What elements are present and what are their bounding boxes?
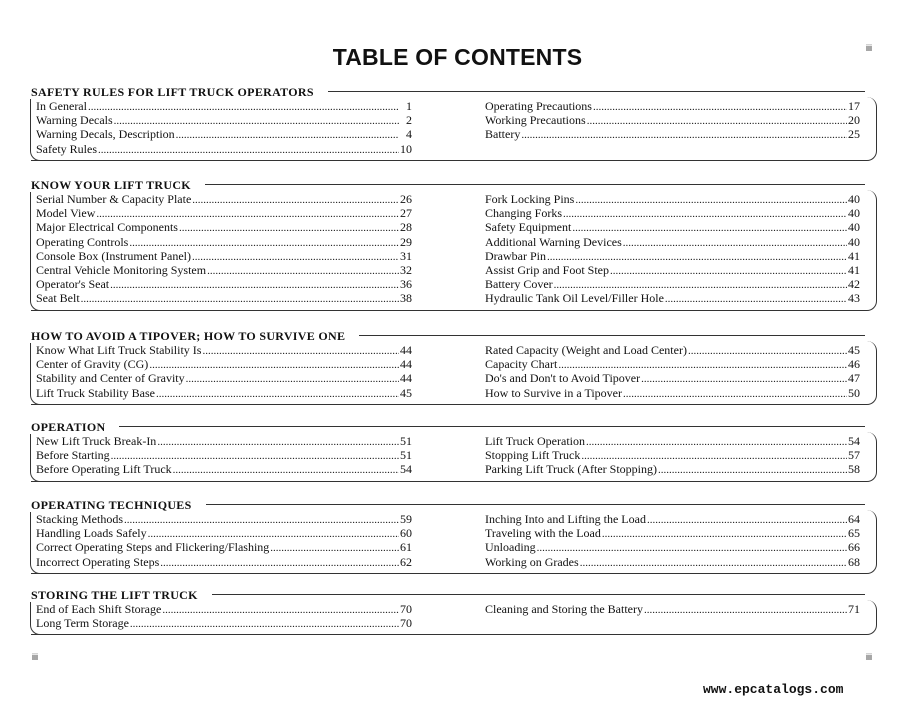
dot-leader [665, 292, 847, 306]
toc-entry[interactable] [485, 277, 860, 291]
entry-title: Hydraulic Tank Oil Level/Filler Hole [485, 291, 664, 306]
page-marker-top: iii [866, 43, 872, 53]
dot-leader [610, 264, 847, 278]
entry-page: 54 [848, 434, 860, 448]
dot-leader [149, 358, 399, 372]
toc-entry[interactable] [485, 291, 860, 305]
toc-entry[interactable] [36, 142, 412, 156]
dot-leader [547, 250, 847, 264]
entry-page: 29 [400, 234, 412, 249]
toc-entry[interactable] [36, 462, 412, 476]
entry-page: 70 [400, 602, 412, 616]
entry-page: 44 [400, 371, 412, 386]
entry-page: 51 [400, 448, 412, 463]
entry-title: Traveling with the Load [485, 526, 601, 541]
entry-page: 46 [848, 357, 860, 372]
entry-page: 41 [848, 248, 860, 263]
toc-entry[interactable] [36, 206, 412, 220]
section-box [31, 97, 877, 161]
entry-title: Additional Warning Devices [485, 234, 622, 249]
entry-title: Battery Cover [485, 277, 553, 292]
dot-leader [580, 556, 847, 570]
toc-entry[interactable] [485, 462, 860, 476]
dot-leader [558, 358, 847, 372]
toc-entry[interactable] [36, 263, 412, 277]
footer-url[interactable]: www.epcatalogs.com [703, 682, 844, 697]
toc-entry[interactable] [36, 512, 412, 526]
dot-leader [572, 221, 847, 235]
toc-entry[interactable] [36, 526, 412, 540]
right-column [412, 512, 877, 573]
dot-leader [148, 527, 399, 541]
toc-entry[interactable] [485, 220, 860, 234]
entry-title: Seat Belt [36, 291, 80, 306]
toc-entry[interactable] [485, 540, 860, 554]
right-column [412, 343, 877, 404]
entry-page: 71 [848, 602, 860, 616]
dot-leader [111, 449, 399, 463]
entry-title: Handling Loads Safely [36, 526, 147, 541]
section-rule [31, 426, 865, 427]
section-box [31, 432, 877, 482]
section-box [31, 341, 877, 405]
entry-title: Battery [485, 127, 521, 142]
left-column [31, 602, 412, 634]
entry-page: 45 [848, 343, 860, 357]
right-column [412, 602, 877, 634]
entry-title: Major Electrical Components [36, 220, 178, 235]
entry-title: Warning Decals [36, 113, 113, 128]
dot-leader [114, 114, 399, 128]
entry-page: 36 [400, 277, 412, 292]
entry-title: Cleaning and Storing the Battery [485, 602, 643, 616]
toc-entry[interactable] [36, 192, 412, 206]
section-box [31, 600, 877, 635]
dot-leader [98, 143, 399, 157]
entry-title: Unloading [485, 540, 536, 555]
entry-title: Rated Capacity (Weight and Load Center) [485, 343, 687, 357]
toc-section [31, 85, 877, 161]
dot-leader [602, 527, 847, 541]
entry-page: 44 [400, 357, 412, 372]
entry-title: Inching Into and Lifting the Load [485, 512, 646, 526]
dot-leader [110, 278, 399, 292]
dot-leader [81, 292, 399, 306]
dot-leader [587, 114, 847, 128]
entry-title: Operating Precautions [485, 99, 592, 113]
dot-leader [207, 264, 399, 278]
entry-title: Drawbar Pin [485, 248, 546, 263]
section-title: HOW TO AVOID A TIPOVER; HOW TO SURVIVE ONE [31, 329, 359, 344]
toc-entry[interactable] [36, 357, 412, 371]
left-column [31, 192, 412, 310]
section-box [31, 510, 877, 574]
entry-title: Operator's Seat [36, 277, 110, 292]
dot-leader [623, 236, 847, 250]
toc-entry[interactable] [485, 448, 860, 462]
entry-title: In General [36, 99, 87, 113]
dot-leader [130, 617, 399, 631]
toc-entry[interactable] [36, 249, 412, 263]
entry-page: 1 [406, 99, 412, 113]
entry-title: End of Each Shift Storage [36, 602, 162, 616]
entry-title: Parking Lift Truck (After Stopping) [485, 462, 657, 477]
dot-leader [160, 556, 399, 570]
toc-section [31, 329, 877, 405]
entry-page: 50 [848, 385, 860, 400]
dot-leader [641, 372, 847, 386]
toc-entry[interactable] [36, 220, 412, 234]
entry-page: 68 [848, 554, 860, 569]
entry-title: Assist Grip and Foot Step [485, 262, 610, 277]
entry-title: Do's and Don't to Avoid Tipover [485, 371, 641, 386]
entry-page: 64 [848, 512, 860, 526]
section-title: OPERATING TECHNIQUES [31, 498, 206, 513]
entry-page: 45 [400, 385, 412, 400]
entry-page: 32 [400, 262, 412, 277]
entry-page: 4 [406, 127, 412, 142]
toc-entry[interactable] [36, 99, 412, 113]
entry-title: Changing Forks [485, 206, 563, 221]
entry-page: 17 [848, 99, 860, 113]
right-column [412, 192, 877, 310]
right-column [412, 434, 877, 481]
page-title: TABLE OF CONTENTS [332, 44, 583, 70]
entry-title: Stopping Lift Truck [485, 448, 581, 463]
toc-entry[interactable] [485, 371, 860, 385]
dot-leader [129, 236, 399, 250]
dot-leader [563, 207, 847, 221]
dot-leader [537, 541, 847, 555]
entry-title: Correct Operating Steps and Flickering/Flashing [36, 540, 270, 555]
toc-entry[interactable] [36, 291, 412, 305]
entry-page: 59 [400, 512, 412, 526]
entry-page: 25 [848, 127, 860, 142]
toc-entry[interactable] [485, 357, 860, 371]
entry-title: Center of Gravity (CG) [36, 357, 149, 372]
section-box [31, 190, 877, 311]
toc-section [31, 498, 877, 574]
toc-entry[interactable] [485, 192, 860, 206]
toc-entry[interactable] [485, 526, 860, 540]
page-number-right: iii [866, 652, 872, 662]
toc-entry[interactable] [36, 235, 412, 249]
toc-entry[interactable] [36, 555, 412, 569]
entry-title: Stacking Methods [36, 512, 123, 526]
toc-entry[interactable] [36, 616, 412, 630]
toc-entry[interactable] [36, 343, 412, 357]
entry-title: Safety Equipment [485, 220, 572, 235]
dot-leader [644, 603, 847, 617]
entry-title: Working Precautions [485, 113, 586, 128]
dot-leader [179, 221, 399, 235]
dot-leader [554, 278, 847, 292]
dot-leader [575, 193, 847, 207]
left-column [31, 434, 412, 481]
entry-title: Central Vehicle Monitoring System [36, 262, 207, 277]
toc-entry[interactable] [485, 555, 860, 569]
toc-entry[interactable] [485, 512, 860, 526]
entry-page: 31 [400, 248, 412, 263]
entry-page: 26 [400, 192, 412, 206]
dot-leader [688, 344, 847, 358]
dot-leader [581, 449, 847, 463]
entry-page: 40 [848, 192, 860, 206]
entry-page: 38 [400, 291, 412, 306]
entry-page: 51 [400, 434, 412, 448]
dot-leader [521, 128, 847, 142]
entry-title: Long Term Storage [36, 616, 129, 631]
entry-page: 27 [400, 206, 412, 221]
entry-page: 40 [848, 234, 860, 249]
entry-title: Operating Controls [36, 234, 129, 249]
toc-section [31, 588, 877, 635]
entry-title: Lift Truck Stability Base [36, 385, 156, 400]
left-column [31, 512, 412, 573]
dot-leader [586, 435, 847, 449]
page-number-left: iii [32, 652, 38, 662]
toc-entry[interactable] [485, 343, 860, 357]
entry-page: 66 [848, 540, 860, 555]
dot-leader [192, 250, 399, 264]
toc-entry[interactable] [36, 448, 412, 462]
entry-page: 28 [400, 220, 412, 235]
dot-leader [270, 541, 399, 555]
entry-page: 47 [848, 371, 860, 386]
dot-leader [157, 435, 399, 449]
toc-entry[interactable] [485, 113, 860, 127]
section-title: SAFETY RULES FOR LIFT TRUCK OPERATORS [31, 85, 328, 100]
dot-leader [88, 100, 399, 114]
entry-page: 57 [848, 448, 860, 463]
dot-leader [162, 603, 399, 617]
dot-leader [647, 513, 847, 527]
entry-page: 54 [400, 462, 412, 477]
entry-title: Lift Truck Operation [485, 434, 585, 448]
toc-section [31, 178, 877, 311]
entry-title: Capacity Chart [485, 357, 558, 372]
section-title: STORING THE LIFT TRUCK [31, 588, 212, 603]
section-title: OPERATION [31, 420, 119, 435]
left-column [31, 99, 412, 160]
entry-title: Safety Rules [36, 141, 97, 156]
entry-title: New Lift Truck Break-In [36, 434, 157, 448]
section-title: KNOW YOUR LIFT TRUCK [31, 178, 205, 193]
dot-leader [192, 193, 399, 207]
dot-leader [96, 207, 399, 221]
entry-page: 41 [848, 262, 860, 277]
entry-title: Fork Locking Pins [485, 192, 575, 206]
toc-entry[interactable] [36, 386, 412, 400]
dot-leader [156, 387, 399, 401]
toc-entry[interactable] [36, 434, 412, 448]
entry-page: 42 [848, 277, 860, 292]
toc-entry[interactable] [485, 235, 860, 249]
toc-entry[interactable] [36, 602, 412, 616]
entry-page: 62 [400, 554, 412, 569]
dot-leader [658, 463, 847, 477]
toc-entry[interactable] [36, 540, 412, 554]
entry-page: 10 [400, 141, 412, 156]
toc-entry[interactable] [485, 99, 860, 113]
entry-title: Stability and Center of Gravity [36, 371, 185, 386]
left-column [31, 343, 412, 404]
entry-title: Before Operating Lift Truck [36, 462, 172, 477]
dot-leader [124, 513, 399, 527]
entry-page: 40 [848, 206, 860, 221]
right-column [412, 99, 877, 160]
toc-entry[interactable] [36, 371, 412, 385]
toc-entry[interactable] [485, 386, 860, 400]
toc-entry[interactable] [485, 263, 860, 277]
toc-entry[interactable] [485, 602, 860, 616]
entry-title: Warning Decals, Description [36, 127, 175, 142]
entry-title: How to Survive in a Tipover [485, 385, 623, 400]
entry-title: Model View [36, 206, 96, 221]
dot-leader [623, 387, 847, 401]
entry-title: Working on Grades [485, 554, 579, 569]
entry-page: 70 [400, 616, 412, 631]
dot-leader [593, 100, 847, 114]
toc-entry[interactable] [36, 277, 412, 291]
entry-page: 20 [848, 113, 860, 128]
toc-entry[interactable] [485, 434, 860, 448]
toc-entry[interactable] [485, 249, 860, 263]
entry-title: Serial Number & Capacity Plate [36, 192, 192, 206]
entry-title: Incorrect Operating Steps [36, 554, 160, 569]
entry-page: 60 [400, 526, 412, 541]
entry-page: 2 [406, 113, 412, 128]
entry-title: Before Starting [36, 448, 110, 463]
entry-title: Console Box (Instrument Panel) [36, 248, 191, 263]
dot-leader [202, 344, 399, 358]
entry-page: 58 [848, 462, 860, 477]
entry-page: 40 [848, 220, 860, 235]
toc-entry[interactable] [485, 127, 860, 141]
toc-section [31, 420, 877, 482]
toc-entry[interactable] [485, 206, 860, 220]
dot-leader [173, 463, 399, 477]
entry-page: 43 [848, 291, 860, 306]
entry-page: 61 [400, 540, 412, 555]
dot-leader [186, 372, 399, 386]
dot-leader [176, 128, 399, 142]
toc-entry[interactable] [36, 113, 412, 127]
entry-title: Know What Lift Truck Stability Is [36, 343, 202, 357]
toc-entry[interactable] [36, 127, 412, 141]
entry-page: 65 [848, 526, 860, 541]
entry-page: 44 [400, 343, 412, 357]
